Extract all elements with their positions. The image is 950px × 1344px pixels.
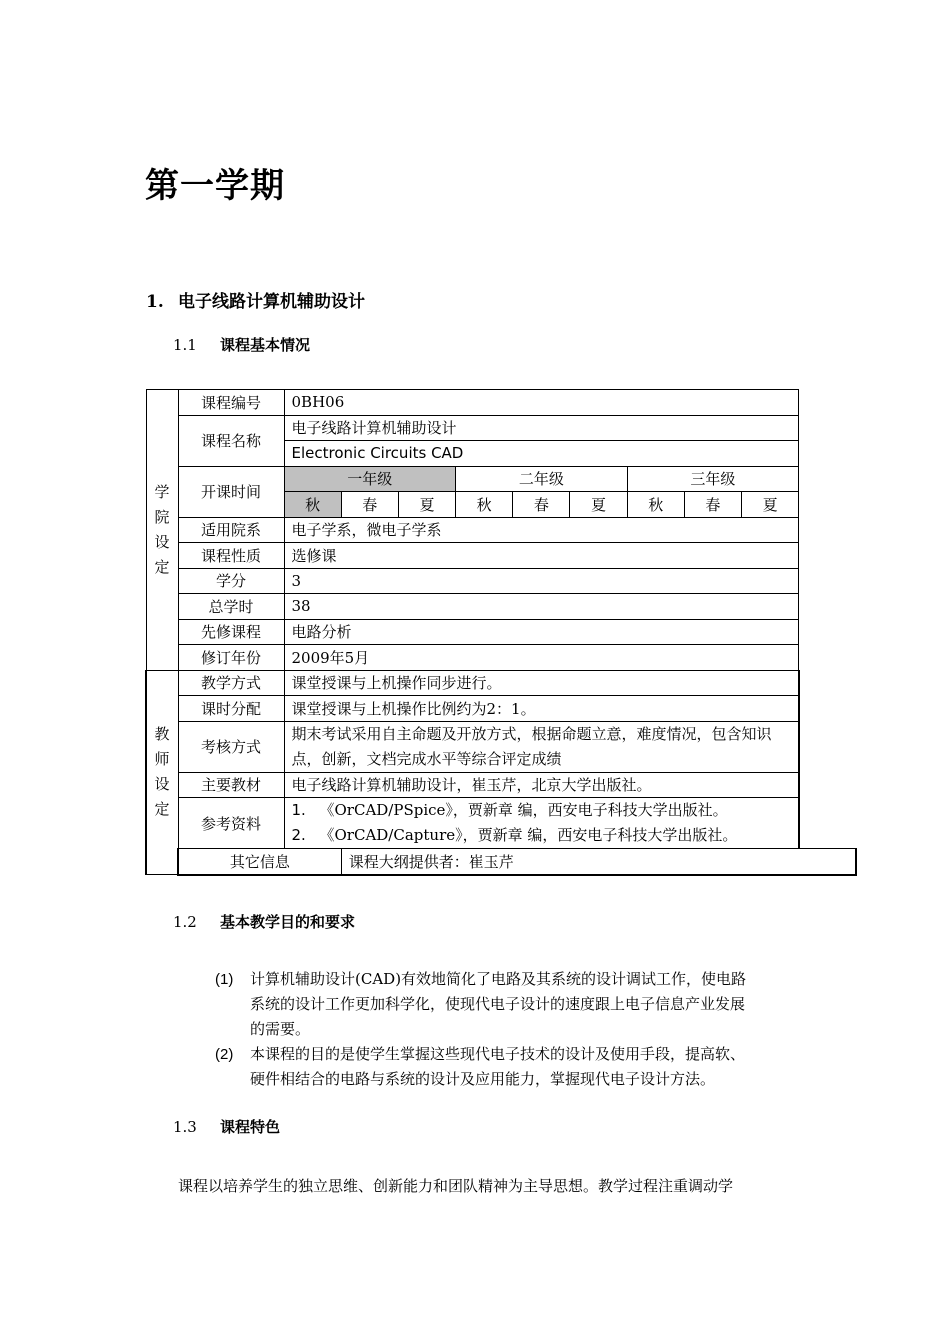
term-cell: 秋	[456, 492, 513, 518]
nature-label: 课程性质	[178, 543, 284, 569]
reference-value	[284, 798, 799, 849]
goal-line: 的需要。	[250, 1020, 311, 1038]
subsection-title: 基本教学目的和要求	[220, 913, 356, 931]
table-row	[146, 466, 856, 492]
grade-1: 一年级	[284, 466, 456, 492]
term-cell: 春	[684, 492, 741, 518]
term-cell: 春	[513, 492, 570, 518]
section-heading	[146, 287, 365, 312]
term-cell: 夏	[742, 492, 799, 518]
group-college-label: 学院设定	[154, 482, 170, 576]
hours-value: 38	[284, 594, 799, 620]
table-row	[146, 568, 856, 594]
nature-value: 选修课	[284, 543, 799, 569]
term-cell: 春	[341, 492, 398, 518]
alloc-value: 课堂授课与上机操作比例约为2：1。	[284, 696, 799, 722]
textbook-value: 电子线路计算机辅助设计，崔玉芹，北京大学出版社。	[284, 772, 799, 798]
table-row	[146, 415, 856, 441]
goal-line: 计算机辅助设计(CAD)有效地简化了电路及其系统的设计调试工作，使电路	[250, 970, 747, 988]
subsection-heading-1-1	[173, 334, 310, 355]
name-label: 课程名称	[178, 415, 284, 466]
goal-number: (1)	[215, 971, 234, 988]
method-label: 教学方式	[178, 670, 284, 696]
code-value: 0BH06	[284, 390, 799, 416]
reference-label: 参考资料	[178, 798, 284, 849]
group-teacher-label: 教师设定	[154, 725, 170, 819]
term-cell: 秋	[627, 492, 684, 518]
assess-label: 考核方式	[178, 721, 284, 772]
group-college	[146, 390, 178, 671]
table-row	[146, 594, 856, 620]
table-row	[146, 849, 856, 875]
revision-label: 修订年份	[178, 645, 284, 671]
credit-value: 3	[284, 568, 799, 594]
prereq-label: 先修课程	[178, 619, 284, 645]
goal-line: 硬件相结合的电路与系统的设计及应用能力，掌握现代电子设计方法。	[250, 1070, 716, 1088]
feature-paragraph: 课程以培养学生的独立思维、创新能力和团队精神为主导思想。教学过程注重调动学	[178, 1177, 734, 1195]
subsection-number: 1.1	[173, 336, 197, 354]
table-row	[146, 696, 856, 722]
subsection-heading-1-2	[173, 911, 355, 932]
table-row	[146, 645, 856, 671]
reference-text: 《OrCAD/PSpice》，贾新章 编，西安电子科技大学出版社。	[319, 801, 728, 819]
reference-item	[292, 798, 798, 823]
table-row	[146, 670, 856, 696]
table-row	[146, 517, 856, 543]
other-label: 其它信息	[178, 849, 341, 875]
section-title: 电子线路计算机辅助设计	[178, 292, 365, 312]
subsection-title: 课程特色	[220, 1118, 281, 1136]
table-row	[146, 798, 856, 849]
goal-number: (2)	[215, 1046, 234, 1063]
grade-3: 三年级	[627, 466, 799, 492]
goal-item-2	[215, 1042, 815, 1092]
name-cn-value: 电子线路计算机辅助设计	[284, 415, 799, 441]
prereq-value: 电路分析	[284, 619, 799, 645]
goal-line: 本课程的目的是使学生掌握这些现代电子技术的设计及使用手段，提高软、	[250, 1045, 746, 1063]
credit-label: 学分	[178, 568, 284, 594]
name-en-value: Electronic Circuits CAD	[284, 441, 799, 467]
course-info-table	[145, 389, 857, 876]
assess-line-2: 点，创新，文档完成水平等综合评定成绩	[291, 749, 562, 768]
dept-value: 电子学系，微电子学系	[284, 517, 799, 543]
table-row	[146, 619, 856, 645]
page-title: 第一学期	[145, 166, 285, 206]
term-cell: 夏	[570, 492, 627, 518]
grade-2: 二年级	[456, 466, 628, 492]
method-value: 课堂授课与上机操作同步进行。	[284, 670, 799, 696]
group-teacher	[146, 670, 178, 875]
assess-line-1: 期末考试采用自主命题及开放方式，根据命题立意，难度情况，包含知识	[291, 724, 772, 743]
alloc-label: 课时分配	[178, 696, 284, 722]
assess-value	[284, 721, 799, 772]
term-cell: 夏	[398, 492, 455, 518]
code-label: 课程编号	[178, 390, 284, 416]
revision-value: 2009年5月	[284, 645, 799, 671]
textbook-label: 主要教材	[178, 772, 284, 798]
subsection-number: 1.3	[173, 1118, 197, 1136]
table-row	[146, 721, 856, 772]
subsection-number: 1.2	[173, 913, 197, 931]
reference-text: 《OrCAD/Capture》，贾新章 编，西安电子科技大学出版社。	[319, 826, 738, 844]
time-label: 开课时间	[178, 466, 284, 517]
reference-item	[292, 823, 798, 848]
goal-line: 系统的设计工作更加科学化，使现代电子设计的速度跟上电子信息产业发展	[250, 995, 746, 1013]
section-number: 1.	[146, 292, 164, 312]
subsection-title: 课程基本情况	[220, 336, 311, 354]
other-value: 课程大纲提供者：崔玉芹	[341, 849, 856, 875]
goal-item-1	[215, 967, 815, 1042]
reference-number: 1.	[291, 801, 306, 819]
dept-label: 适用院系	[178, 517, 284, 543]
table-row	[146, 543, 856, 569]
table-row	[146, 772, 856, 798]
table-row	[146, 390, 856, 416]
subsection-heading-1-3	[173, 1116, 280, 1137]
hours-label: 总学时	[178, 594, 284, 620]
reference-number: 2.	[291, 826, 306, 844]
term-cell: 秋	[284, 492, 341, 518]
